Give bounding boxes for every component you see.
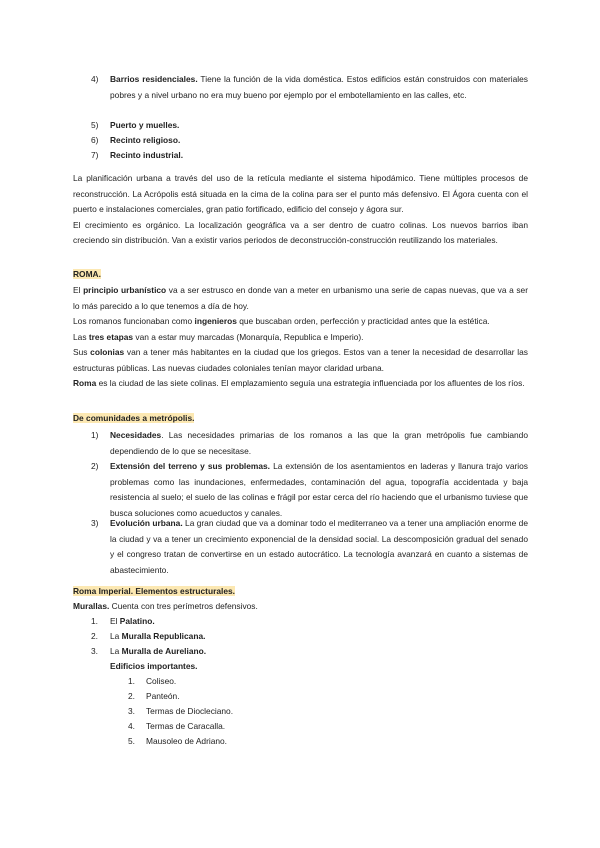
imperial-heading: Roma Imperial. Elementos estructurales. <box>73 586 235 596</box>
list-item: La Muralla de Aureliano. <box>110 646 207 656</box>
paragraph <box>73 171 528 249</box>
list-item-title: Puerto y muelles. <box>110 120 180 130</box>
list-item <box>110 148 528 164</box>
list-item-title: Recinto industrial. <box>110 150 184 160</box>
list-number: 6) <box>91 135 99 145</box>
list-item: Mausoleo de Adriano. <box>146 736 228 746</box>
list-number: 2. <box>91 631 98 641</box>
list-number: 2. <box>128 691 135 701</box>
list-number: 7) <box>91 150 99 160</box>
list-item: El Palatino. <box>110 616 155 626</box>
list-number: 2) <box>91 461 99 471</box>
list-item <box>110 118 528 134</box>
list-item: Termas de Caracalla. <box>146 721 226 731</box>
roma-paragraphs <box>73 283 528 392</box>
murallas-title: Murallas. <box>73 601 110 611</box>
paragraph-text: El principio urbanístico va a ser estrusco en donde van a meter en urbanismo una serie de capas nuevas, que va a ser lo más parecido a lo que tenemos a día de hoy. <box>73 285 528 311</box>
paragraph-text: Las tres etapas van a estar muy marcadas (Monarquía, Republica e Imperio). <box>73 331 364 342</box>
list-number: 1. <box>91 616 98 626</box>
list-number: 4) <box>91 74 99 84</box>
list-number: 4. <box>128 721 135 731</box>
list-item: Panteón. <box>146 691 180 701</box>
list-item-text: La extensión de los asentamientos en laderas y llanura trajo varios problemas como las inundaciones, enfermedades, contaminación del agua, topografía accidentada y baja resistencia al suelo; el suelo de las colinas e frágil por estar cerca del río haciendo que el urbanismo tuviese que busca soluciones como acueductos y canales. <box>110 461 528 518</box>
list-number: 5) <box>91 120 99 130</box>
list-number: 5. <box>128 736 135 746</box>
list-item: Termas de Diocleciano. <box>146 706 234 716</box>
list-number: 1. <box>128 676 135 686</box>
list-number: 3. <box>91 646 98 656</box>
list-item <box>110 428 528 459</box>
paragraph-text: El crecimiento es orgánico. La localización geográfica va a ser dentro de cuatro colinas. Los nuevos barrios iban creciendo sin distribución. Van a existir varios periodos de deconstrucción-construcción reutilizando los materiales. <box>73 219 528 245</box>
list-item-title: Recinto religioso. <box>110 135 181 145</box>
comunidades-heading: De comunidades a metrópolis. <box>73 413 195 423</box>
list-number: 3. <box>128 706 135 716</box>
section-heading <box>73 584 528 600</box>
list-item <box>110 459 528 521</box>
roma-heading: ROMA. <box>73 269 101 279</box>
edificios-heading: Edificios importantes. <box>110 661 198 671</box>
paragraph-text: Roma es la ciudad de las siete colinas. El emplazamiento seguía una estrategia influenciada por los afluentes de los ríos. <box>73 378 525 388</box>
list-item-title: Extensión del terreno y sus problemas. <box>110 461 271 471</box>
list-item-text: . Las necesidades primarias de los romanos a las que la gran metrópolis fue cambiando dependiendo de lo que se necesitase. <box>110 430 528 456</box>
murallas-line <box>73 599 528 615</box>
list-item: La Muralla Republicana. <box>110 631 206 641</box>
list-item-title: Necesidades <box>110 430 162 440</box>
list-item-text: La gran ciudad que va a dominar todo el mediterraneo va a tener una ampliación enorme de la ciudad y va a tener un crecimiento exponencial de la densidad social. La descomposición gradual del senado y el congreso tratan de convertirse en un estado autocrático. La tecnología avanzará en cuanto a sistemas de abastecimiento. <box>110 518 528 575</box>
list-item <box>110 133 528 149</box>
section-heading <box>73 267 528 283</box>
list-item: Coliseo. <box>146 676 177 686</box>
list-number: 3) <box>91 518 99 528</box>
section-heading <box>73 411 528 427</box>
list-item-title: Barrios residenciales. <box>110 74 198 84</box>
list-number: 1) <box>91 430 99 440</box>
murallas-text: Cuenta con tres perímetros defensivos. <box>109 601 258 611</box>
list-item <box>110 516 528 578</box>
paragraph-text: Sus colonias van a tener más habitantes en la ciudad que los griegos. Estos van a tener la necesidad de desarrollar las estructuras públicas. Las nuevas ciudades coloniales tenían mayor claridad urbana. <box>73 347 528 373</box>
paragraph-text: La planificación urbana a través del uso de la retícula mediante el sistema hipodámico. Tiene múltiples procesos de reconstrucción. La Acrópolis está situada en la cima de la colina para ser el punto más defensivo. El Ágora cuenta con el puerto e instalaciones comerciales, gran patio fortificado, edificio del consejo y ágora sur. <box>73 173 528 214</box>
list-item-title: Evolución urbana. <box>110 518 183 528</box>
list-item <box>110 72 528 103</box>
paragraph-text: Los romanos funcionaban como ingenieros que buscaban orden, perfección y practicidad antes que la estética. <box>73 316 490 326</box>
list-item-text: Tiene la función de la vida doméstica. Estos edificios están construidos con materiales pobres y a nivel urbano no era muy bueno por ejemplo por el embotellamiento en las calles, etc. <box>110 74 528 100</box>
